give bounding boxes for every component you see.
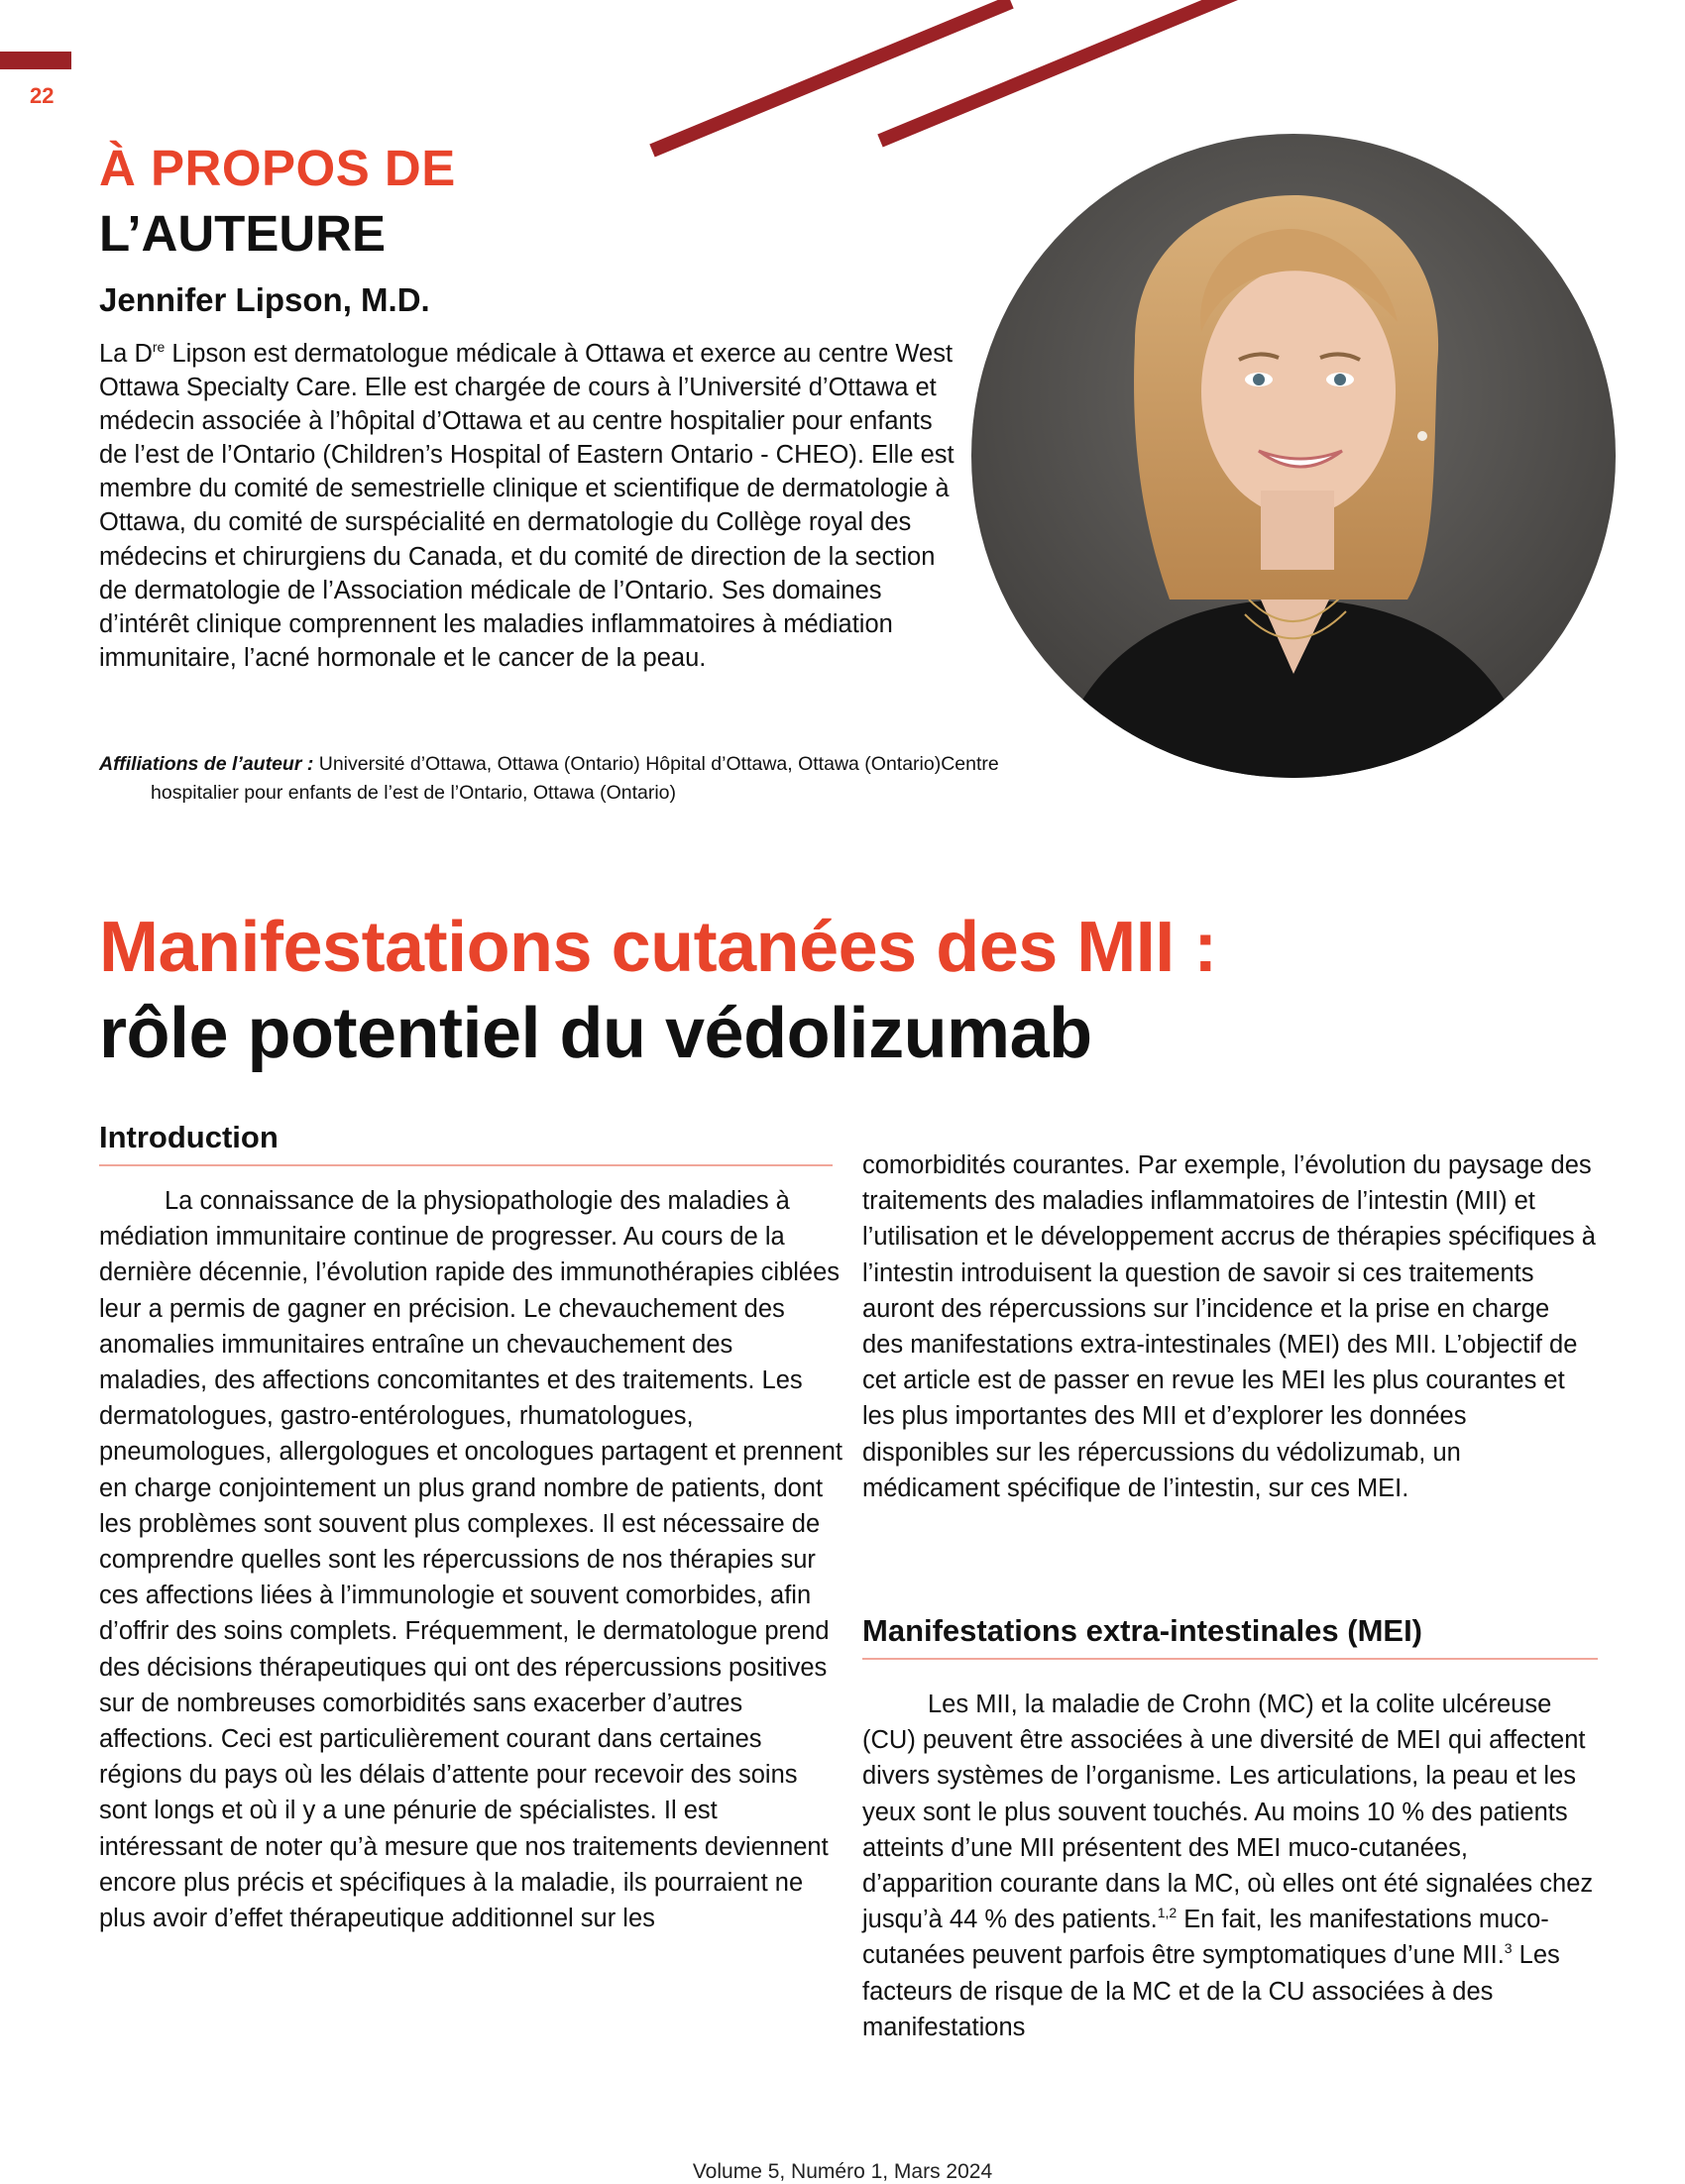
intro-heading: Introduction (99, 1120, 279, 1154)
article-title-line1: Manifestations cutanées des MII : (99, 908, 1217, 987)
mei-text-1: Les MII, la maladie de Crohn (MC) et la colite ulcéreuse (CU) peuvent être associées à une diversité de MEI qui affectent divers systèmes de l’organisme. Les articulations, la peau et les yeux sont le plus souvent touchés. Au moins 10 % des patients atteints d’une MII présentent des MEI muco-cutanées, d’apparition courante dans la MC, où elles ont été signalées chez jusqu’à 44 % des patients. (862, 1691, 1594, 1934)
about-kicker: À PROPOS DE (99, 140, 456, 196)
mei-reference-1[interactable]: 1,2 (1157, 1905, 1178, 1921)
stripe-2 (880, 0, 1239, 141)
mei-text-3: Les facteurs de risque de la MC et de la CU associées à des manifestations (862, 1941, 1560, 2041)
author-bio (99, 337, 961, 675)
mei-text-2: En fait, les manifestations muco-cutanées peuvent parfois être symptomatiques d’une MII. (862, 1906, 1549, 1970)
affiliations-text: Université d’Ottawa, Ottawa (Ontario) Hôpital d’Ottawa, Ottawa (Ontario)Centre hospitalier pour enfants de l’est de l’Ontario, Ottawa (Ontario) (151, 753, 999, 804)
mei-heading-rule (862, 1658, 1598, 1660)
page-number: 22 (30, 83, 55, 108)
mei-heading: Manifestations extra-intestinales (MEI) (862, 1613, 1423, 1648)
affiliations-label: Affiliations de l’auteur : (99, 753, 314, 775)
article-title-line2: rôle potentiel du védolizumab (99, 994, 1092, 1073)
author-name: Jennifer Lipson, M.D. (99, 281, 430, 318)
page-tab-bar (0, 52, 71, 69)
stripe-1 (652, 2, 1011, 151)
author-affiliations (99, 750, 1082, 807)
mei-paragraph (862, 1687, 1596, 2045)
mei-reference-2[interactable]: 3 (1504, 1940, 1513, 1957)
about-title: L’AUTEURE (99, 205, 387, 262)
author-portrait (971, 134, 1616, 778)
intro-paragraph-right: comorbidités courantes. Par exemple, l’évolution du paysage des traitements des maladies inflammatoires de l’intestin (MII) et l’utilisation et le développement accrus de thérapies spécifiques à l’intestin introduisent la question de savoir si ces traitements auront des répercussions sur l’incidence et la prise en charge des manifestations extra-intestinales (MEI) des MII. L’objectif de cet article est de passer en revue les MEI les plus courantes et les plus importantes des MII et d’explorer les données disponibles sur les répercussions du védolizumab, un médicament spécifique de l’intestin, sur ces MEI. (862, 1151, 1596, 1502)
page-footer: Volume 5, Numéro 1, Mars 2024 (692, 2160, 993, 2183)
intro-paragraph-left: La connaissance de la physiopathologie des maladies à médiation immunitaire continue de progresser. Au cours de la dernière décennie, l’évolution rapide des immunothérapies ciblées leur a permis de gagner en précision. Le chevauchement des anomalies immunitaires entraîne un chevauchement des maladies, des affections concomitantes et des traitements. Les dermatologues, gastro-entérologues, rhumatologues, pneumologues, allergologues et oncologues partagent et prennent en charge conjointement un plus grand nombre de patients, dont les problèmes sont souvent plus complexes. Il est nécessaire de comprendre quelles sont les répercussions de nos thérapies sur ces affections liées à l’immunologie et souvent comorbides, afin d’offrir des soins complets. Fréquemment, le dermatologue prend des décisions thérapeutiques qui ont des répercussions positives sur de nombreuses comorbidités sans exacerber d’autres affections. Ceci est particulièrement courant dans certaines régions du pays où les délais d’attente pour recevoir des soins sont longs et où il y a une pénurie de spécialistes. Il est intéressant de noter qu’à mesure que nos traitements deviennent encore plus précis et spécifiques à la maladie, ils pourraient ne plus avoir d’effet thérapeutique additionnel sur les (99, 1187, 842, 1933)
intro-heading-rule (99, 1164, 833, 1166)
bio-text: Lipson est dermatologue médicale à Ottawa et exerce au centre West Ottawa Specialty Care. Elle est chargée de cours à l’Université d’Ottawa et médecin associée à l’hôpital d’Ottawa et au centre hospitalier pour enfants de l’est de l’Ontario (Children’s Hospital of Eastern Ontario - CHEO). Elle est membre du comité de semestrielle clinique et scientifique de dermatologie à Ottawa, du comité de surspécialité en dermatologie du Collège royal des médecins et chirurgiens du Canada, et du comité de direction de la section de dermatologie de l’Association médicale de l’Ontario. Ses domaines d’intérêt clinique comprennent les maladies inflammatoires à médiation immunitaire, l’acné hormonale et le cancer de la peau. (99, 340, 955, 672)
bio-superscript: re (152, 339, 166, 355)
bio-prefix: La D (99, 340, 153, 368)
